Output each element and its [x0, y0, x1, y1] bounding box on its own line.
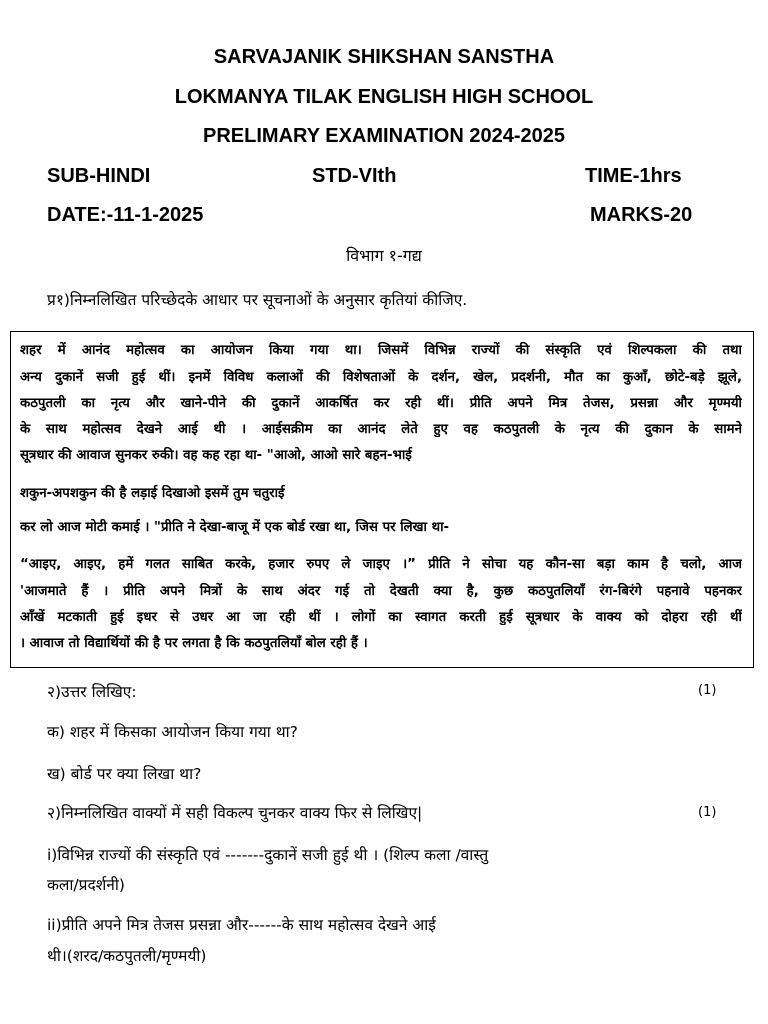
time-label: TIME-1hrs: [585, 165, 682, 187]
passage-line: कठपुतली का नृत्य और खाने-पीने की दुकानें आकर्षित कर रही थीं। प्रीति अपने मित्र तेजस, प्रसन्ना और मृण्मयी: [20, 396, 742, 411]
date-label: DATE:-11-1-2025: [47, 204, 204, 226]
passage-line: कर लो आज मोटी कमाई । "प्रीति ने देखा-बाजू में एक बोर्ड रखा था, जिस पर लिखा था-: [20, 520, 450, 535]
passage-line: सूत्रधार की आवाज सुनकर रुकी। वह कह रहा था- "आओ, आओ सारे बहन-भाई: [20, 448, 412, 463]
passage-line: आँखें मटकाती हुई इधर से उधर आ जा रही थीं । लोगों का स्वागत करती हुई सूत्रधार के वाक्य को दोहरा रही थीं: [20, 610, 742, 625]
q1-instruction: प्र१)निम्नलिखित परिच्छेदके आधार पर सूचनाओं के अनुसार कृतियां कीजिए.: [47, 291, 468, 309]
passage-line: अन्य दुकानें सजी हुई थीं। इनमें विविध कलाओं की विशेषताओं के दर्शन, खेल, प्रदर्शनी, मौत का कुआँ, छोटे-बड़े झूले,: [20, 370, 742, 385]
passage-line: के साथ महोत्सव देखने आई थी । आईसक्रीम का आनंद लेते हुए वह कठपुतली के नृत्य की दुकान के सामने: [20, 422, 742, 437]
school-trust-name: SARVAJANIK SHIKSHAN SANSTHA: [213, 46, 555, 68]
passage-line: । आवाज तो विद्यार्थियों की है पर लगता है कि कठपुतलियाँ बोल रही हैं ।: [20, 636, 368, 651]
q3-ii-line1: ii)प्रीति अपने मित्र तेजस प्रसन्ना और------के साथ महोत्सव देखने आई: [47, 916, 436, 934]
passage-line: शहर में आनंद महोत्सव का आयोजन किया गया था। जिसमें विभिन्न राज्यों की संस्कृति एवं शिल्पकला की तथा: [20, 343, 742, 358]
q3-marks: (1): [698, 805, 717, 820]
school-name: LOKMANYA TILAK ENGLISH HIGH SCHOOL: [174, 86, 594, 108]
subject-label: SUB-HINDI: [47, 165, 151, 187]
q3-ii-line2: थी।(शरद/कठपुतली/मृण्मयी): [47, 947, 207, 965]
q3-heading: २)निम्नलिखित वाक्यों में सही विकल्प चुनकर वाक्य फिर से लिखिए|: [47, 804, 423, 822]
passage-line: “आइए, आइए, हमें गलत साबित करके, हजार रुपए ले जाइए ।” प्रीति ने सोचा यह कौन-सा बड़ा काम है चलो, आज: [20, 557, 742, 572]
marks-label: MARKS-20: [590, 204, 693, 226]
q2-heading: २)उत्तर लिखिए:: [47, 683, 137, 701]
q3-i-line1: i)विभिन्न राज्यों की संस्कृति एवं -------दुकानें सजी हुई थी । (शिल्प कला /वास्तु: [47, 846, 489, 864]
passage-line: 'आजमाते हैं । प्रीति अपने मित्रों के साथ अंदर गई तो देखती क्या है, कुछ कठपुतलियाँ रंग-बिरंगे पहनावे पहनकर: [20, 584, 742, 599]
section-title: विभाग १-गद्य: [346, 246, 422, 265]
passage-line: शकुन-अपशकुन की है लड़ाई दिखाओ इसमें तुम चतुराई: [20, 486, 285, 501]
q2-a: क) शहर में किसका आयोजन किया गया था?: [47, 723, 298, 741]
passage-box: [10, 331, 754, 668]
q2-marks: (1): [698, 683, 717, 698]
std-label: STD-VIth: [312, 165, 397, 187]
q2-b: ख) बोर्ड पर क्या लिखा था?: [47, 765, 202, 783]
exam-title: PRELIMARY EXAMINATION 2024-2025: [203, 125, 565, 147]
q3-i-line2: कला/प्रदर्शनी): [47, 876, 125, 894]
